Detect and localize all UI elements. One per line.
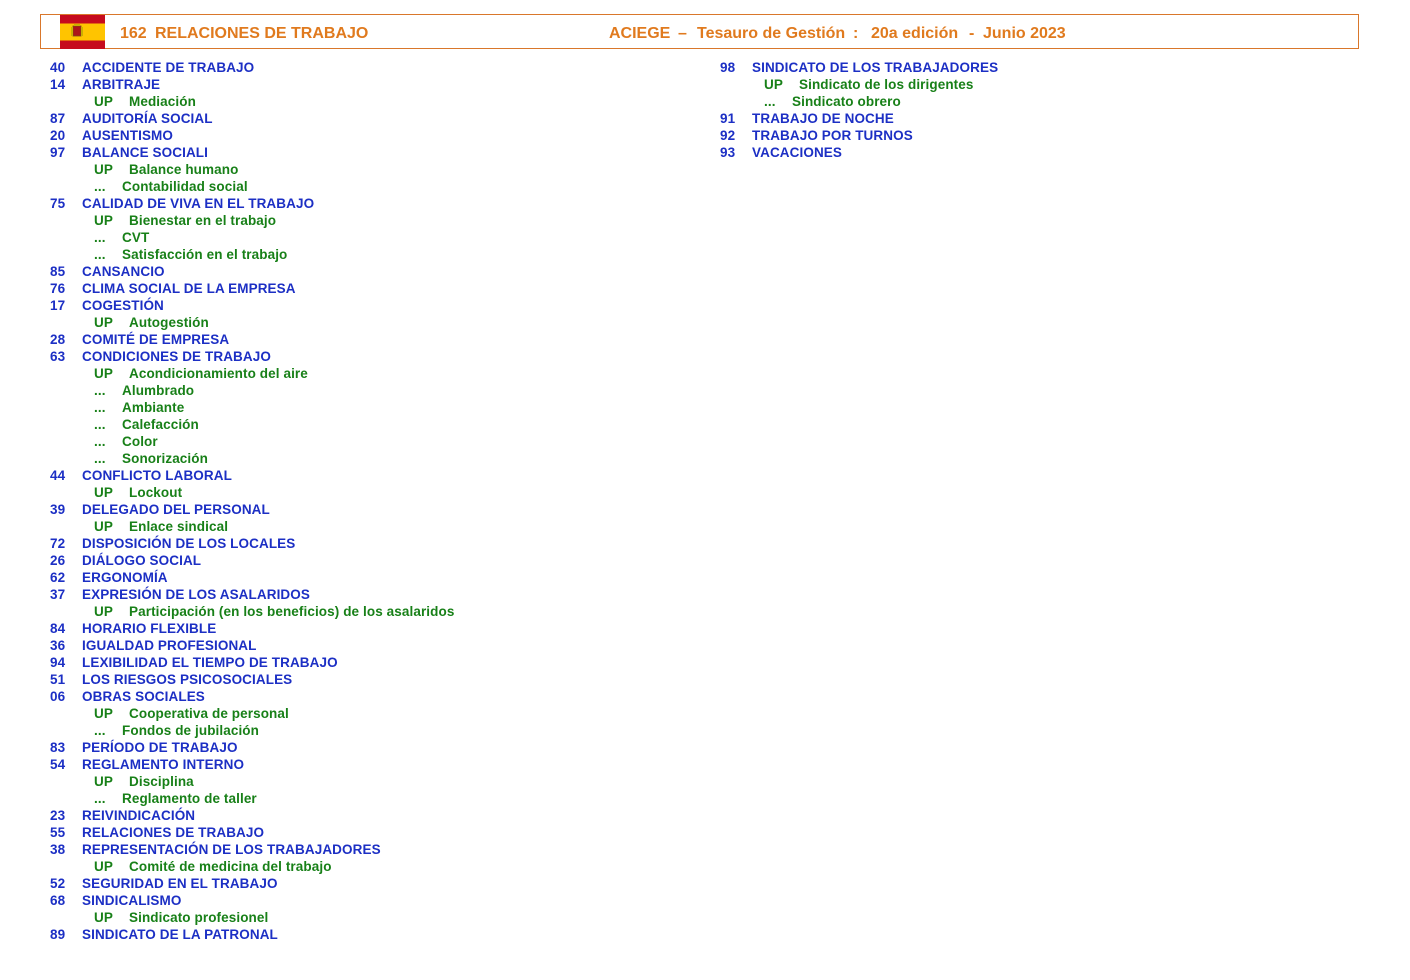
entry-term: OBRAS SOCIALES	[82, 689, 205, 704]
synonym-term: Comité de medicina del trabajo	[129, 859, 332, 874]
continuation-marker: ...	[94, 417, 106, 432]
thesaurus-entry	[50, 263, 690, 280]
used-for-continuation	[50, 790, 690, 807]
entry-term: ERGONOMÍA	[82, 570, 168, 585]
entry-term: SINDICALISMO	[82, 893, 182, 908]
entry-code: 85	[50, 264, 66, 279]
synonym-term: Reglamento de taller	[122, 791, 257, 806]
entry-code: 14	[50, 77, 66, 92]
entry-term: CONFLICTO LABORAL	[82, 468, 232, 483]
entry-term: DELEGADO DEL PERSONAL	[82, 502, 270, 517]
thesaurus-entry	[50, 297, 690, 314]
right-column	[720, 59, 1360, 161]
entry-term: BALANCE SOCIALI	[82, 145, 208, 160]
used-for-entry	[50, 161, 690, 178]
entry-term: LOS RIESGOS PSICOSOCIALES	[82, 672, 293, 687]
thesaurus-entry	[50, 331, 690, 348]
synonym-term: Enlace sindical	[129, 519, 229, 534]
entry-term: DIÁLOGO SOCIAL	[82, 553, 202, 568]
thesaurus-entry	[50, 127, 690, 144]
entry-code: 36	[50, 638, 66, 653]
thesaurus-entry	[50, 620, 690, 637]
thesaurus-entry	[720, 144, 1360, 161]
synonym-term: Calefacción	[122, 417, 199, 432]
entry-term: TRABAJO DE NOCHE	[752, 111, 894, 126]
entry-code: 62	[50, 570, 66, 585]
up-marker: UP	[94, 774, 113, 789]
used-for-entry	[50, 909, 690, 926]
used-for-entry	[50, 603, 690, 620]
entry-code: 06	[50, 689, 66, 704]
continuation-marker: ...	[94, 723, 106, 738]
continuation-marker: ...	[94, 230, 106, 245]
entry-term: REPRESENTACIÓN DE LOS TRABAJADORES	[82, 842, 381, 857]
synonym-term: Sonorización	[122, 451, 208, 466]
entry-code: 76	[50, 281, 66, 296]
entry-term: SINDICATO DE LOS TRABAJADORES	[752, 60, 999, 75]
synonym-term: Contabilidad social	[122, 179, 248, 194]
continuation-marker: ...	[94, 434, 106, 449]
entry-term: IGUALDAD PROFESIONAL	[82, 638, 257, 653]
used-for-entry	[50, 518, 690, 535]
thesaurus-entry	[50, 144, 690, 161]
entry-code: 54	[50, 757, 66, 772]
used-for-continuation	[50, 722, 690, 739]
up-marker: UP	[94, 706, 113, 721]
entry-term: DISPOSICIÓN DE LOS LOCALES	[82, 536, 296, 551]
thesaurus-entry	[50, 195, 690, 212]
up-marker: UP	[94, 162, 113, 177]
synonym-term: Autogestión	[129, 315, 209, 330]
synonym-term: Sindicato de los dirigentes	[799, 77, 974, 92]
entry-code: 68	[50, 893, 66, 908]
up-marker: UP	[94, 485, 113, 500]
thesaurus-entry	[50, 569, 690, 586]
thesaurus-entry	[50, 110, 690, 127]
entry-code: 52	[50, 876, 66, 891]
used-for-continuation	[720, 93, 1360, 110]
page-number: 162	[120, 25, 147, 42]
continuation-marker: ...	[94, 179, 106, 194]
up-marker: UP	[94, 94, 113, 109]
entry-code: 51	[50, 672, 66, 687]
thesaurus-entry	[50, 76, 690, 93]
entry-code: 83	[50, 740, 66, 755]
entry-term: CLIMA SOCIAL DE LA EMPRESA	[82, 281, 296, 296]
entry-term: COMITÉ DE EMPRESA	[82, 332, 230, 347]
section-title: RELACIONES DE TRABAJO	[155, 25, 369, 42]
used-for-continuation	[50, 416, 690, 433]
entry-code: 63	[50, 349, 66, 364]
entry-code: 20	[50, 128, 66, 143]
used-for-continuation	[50, 229, 690, 246]
synonym-term: Bienestar en el trabajo	[129, 213, 277, 228]
entry-term: SINDICATO DE LA PATRONAL	[82, 927, 278, 942]
entry-code: 84	[50, 621, 66, 636]
entry-code: 87	[50, 111, 66, 126]
spain-flag-icon	[60, 15, 105, 49]
publisher-name: ACIEGE	[609, 25, 671, 42]
thesaurus-entry	[50, 348, 690, 365]
entry-code: 26	[50, 553, 66, 568]
used-for-entry	[50, 858, 690, 875]
synonym-term: Fondos de jubilación	[122, 723, 259, 738]
thesaurus-entry	[720, 59, 1360, 76]
entry-term: AUDITORÍA SOCIAL	[82, 111, 213, 126]
entry-term: CANSANCIO	[82, 264, 165, 279]
used-for-entry	[50, 705, 690, 722]
thesaurus-entry	[50, 586, 690, 603]
up-marker: UP	[94, 604, 113, 619]
up-marker: UP	[94, 213, 113, 228]
thesaurus-entry	[50, 875, 690, 892]
entry-term: SEGURIDAD EN EL TRABAJO	[82, 876, 278, 891]
used-for-continuation	[50, 433, 690, 450]
used-for-entry	[50, 314, 690, 331]
used-for-continuation	[50, 178, 690, 195]
entry-term: VACACIONES	[752, 145, 843, 160]
thesaurus-entry	[50, 807, 690, 824]
left-column	[50, 59, 690, 943]
up-marker: UP	[94, 366, 113, 381]
used-for-entry	[50, 484, 690, 501]
used-for-continuation	[50, 382, 690, 399]
entry-code: 89	[50, 927, 66, 942]
thesaurus-entry	[50, 671, 690, 688]
continuation-marker: ...	[94, 247, 106, 262]
entry-code: 28	[50, 332, 66, 347]
synonym-term: Participación (en los beneficios) de los asalaridos	[129, 604, 455, 619]
up-marker: UP	[94, 859, 113, 874]
thesaurus-title: Tesauro de Gestión	[697, 25, 846, 42]
used-for-entry	[50, 773, 690, 790]
entry-code: 98	[720, 60, 736, 75]
synonym-term: Mediación	[129, 94, 196, 109]
synonym-term: Acondicionamiento del aire	[129, 366, 308, 381]
synonym-term: Sindicato profesionel	[129, 910, 269, 925]
used-for-entry	[720, 76, 1360, 93]
thesaurus-entry	[50, 841, 690, 858]
thesaurus-entry	[50, 654, 690, 671]
used-for-continuation	[50, 399, 690, 416]
thesaurus-entry	[50, 739, 690, 756]
entry-term: HORARIO FLEXIBLE	[82, 621, 217, 636]
up-marker: UP	[94, 315, 113, 330]
thesaurus-entry	[50, 535, 690, 552]
entry-code: 91	[720, 111, 736, 126]
continuation-marker: ...	[94, 791, 106, 806]
entry-code: 44	[50, 468, 66, 483]
thesaurus-entry	[50, 637, 690, 654]
header-dash: –	[678, 25, 687, 42]
entry-code: 37	[50, 587, 66, 602]
entry-term: TRABAJO POR TURNOS	[752, 128, 913, 143]
used-for-continuation	[50, 450, 690, 467]
used-for-entry	[50, 212, 690, 229]
thesaurus-entry	[50, 59, 690, 76]
thesaurus-entry	[720, 110, 1360, 127]
up-marker: UP	[764, 77, 783, 92]
synonym-term: Sindicato obrero	[792, 94, 901, 109]
entry-code: 40	[50, 60, 66, 75]
entry-term: ARBITRAJE	[82, 77, 161, 92]
synonym-term: Disciplina	[129, 774, 194, 789]
used-for-continuation	[50, 246, 690, 263]
entry-code: 92	[720, 128, 736, 143]
thesaurus-entry	[50, 824, 690, 841]
thesaurus-entry	[720, 127, 1360, 144]
entry-code: 72	[50, 536, 66, 551]
entry-term: EXPRESIÓN DE LOS ASALARIDOS	[82, 587, 310, 602]
entry-term: REGLAMENTO INTERNO	[82, 757, 245, 772]
entry-term: LEXIBILIDAD EL TIEMPO DE TRABAJO	[82, 655, 338, 670]
continuation-marker: ...	[94, 451, 106, 466]
synonym-term: Balance humano	[129, 162, 239, 177]
page-header	[40, 14, 1359, 49]
entry-code: 39	[50, 502, 66, 517]
continuation-marker: ...	[94, 383, 106, 398]
synonym-term: Alumbrado	[122, 383, 195, 398]
synonym-term: Satisfacción en el trabajo	[122, 247, 288, 262]
entry-code: 23	[50, 808, 66, 823]
used-for-entry	[50, 365, 690, 382]
continuation-marker: ...	[764, 94, 776, 109]
header-colon: :	[853, 25, 859, 42]
thesaurus-entry	[50, 688, 690, 705]
entry-code: 94	[50, 655, 66, 670]
entry-term: ACCIDENTE DE TRABAJO	[82, 60, 255, 75]
continuation-marker: ...	[94, 400, 106, 415]
up-marker: UP	[94, 910, 113, 925]
edition-label: 20a edición	[871, 25, 959, 42]
thesaurus-entry	[50, 756, 690, 773]
thesaurus-entry	[50, 892, 690, 909]
entry-term: CALIDAD DE VIVA EN EL TRABAJO	[82, 196, 315, 211]
entry-code: 17	[50, 298, 66, 313]
entry-term: REIVINDICACIÓN	[82, 808, 196, 823]
entry-code: 97	[50, 145, 66, 160]
synonym-term: Lockout	[129, 485, 183, 500]
synonym-term: CVT	[122, 230, 150, 245]
up-marker: UP	[94, 519, 113, 534]
entry-term: AUSENTISMO	[82, 128, 174, 143]
entry-term: COGESTIÓN	[82, 298, 164, 313]
entry-term: CONDICIONES DE TRABAJO	[82, 349, 271, 364]
synonym-term: Cooperativa de personal	[129, 706, 289, 721]
thesaurus-entry	[50, 467, 690, 484]
synonym-term: Color	[122, 434, 158, 449]
thesaurus-entry	[50, 501, 690, 518]
entry-code: 38	[50, 842, 66, 857]
entry-code: 55	[50, 825, 66, 840]
header-dash: -	[969, 25, 975, 42]
entry-code: 93	[720, 145, 736, 160]
used-for-entry	[50, 93, 690, 110]
entry-term: RELACIONES DE TRABAJO	[82, 825, 265, 840]
thesaurus-entry	[50, 926, 690, 943]
thesaurus-entry	[50, 280, 690, 297]
entry-code: 75	[50, 196, 66, 211]
entry-term: PERÍODO DE TRABAJO	[82, 740, 238, 755]
thesaurus-entry	[50, 552, 690, 569]
synonym-term: Ambiante	[122, 400, 185, 415]
publication-date: Junio 2023	[983, 25, 1066, 42]
